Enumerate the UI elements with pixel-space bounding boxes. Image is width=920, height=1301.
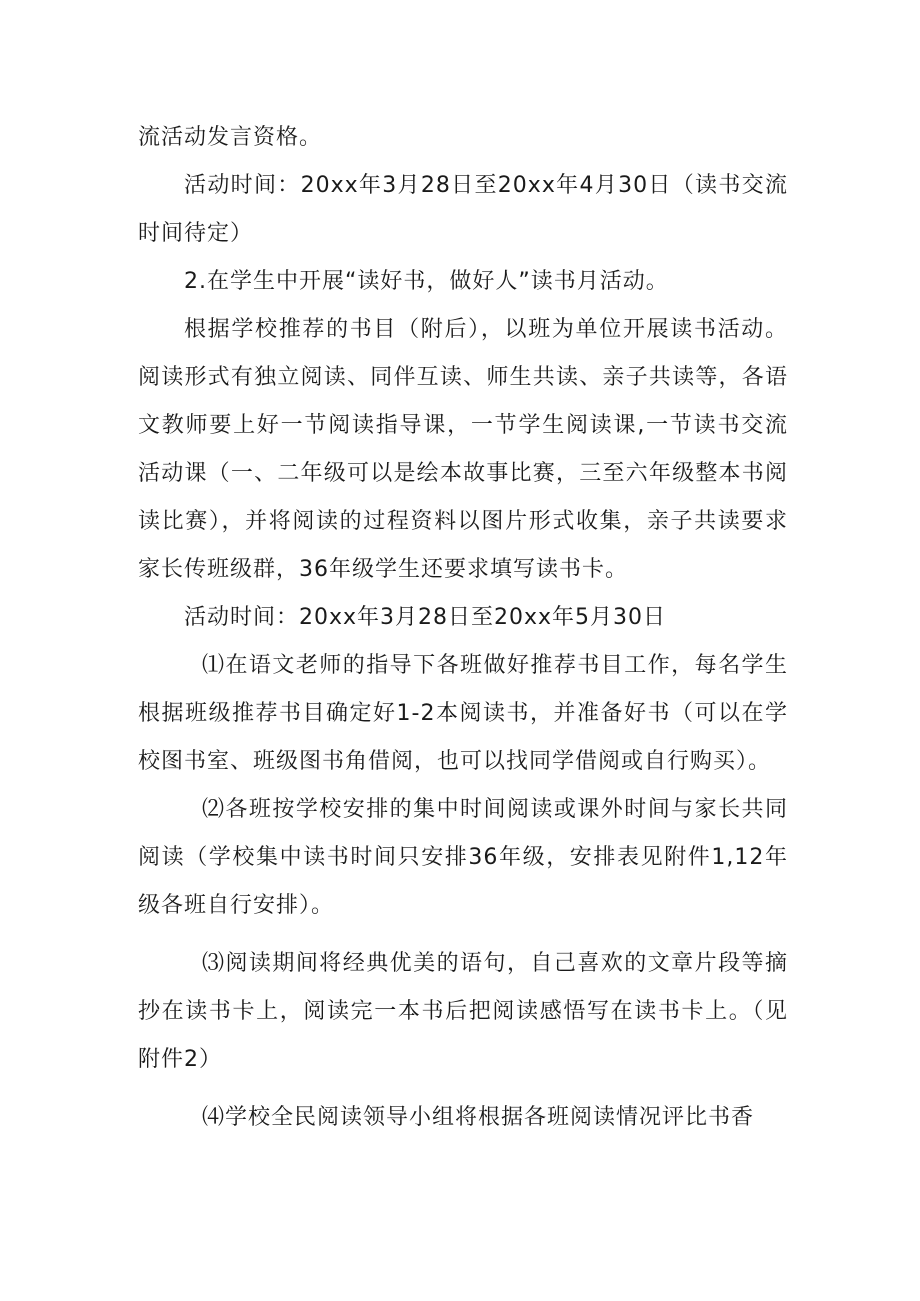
paragraph-continuation: 流活动发言资格。	[138, 125, 323, 150]
document-body	[138, 114, 788, 1142]
paragraph-activity-time-2: 活动时间：20xx年3月28日至20xx年5月30日	[184, 605, 667, 630]
paragraph-activity-time-1: 活动时间：20xx年3月28日至20xx年4月30日（读书交流时间待定）	[138, 173, 788, 246]
paragraph-item-1: ⑴在语文老师的指导下各班做好推荐书目工作，每名学生根据班级推荐书目确定好1-2本阅读书，并准备好书（可以在学校图书室、班级图书角借阅，也可以找同学借阅或自行购买）。	[138, 653, 788, 774]
paragraph-item-2: ⑵各班按学校安排的集中时间阅读或课外时间与家长共同阅读（学校集中读书时间只安排36年级，安排表见附件1,12年级各班自行安排）。	[138, 797, 788, 918]
paragraph-item-4: ⑷学校全民阅读领导小组将根据各班阅读情况评比书香	[202, 1105, 755, 1130]
paragraph-heading-reading-month: 2.在学生中开展“读好书，做好人”读书月活动。	[184, 269, 669, 294]
paragraph-reading-activities: 根据学校推荐的书目（附后），以班为单位开展读书活动。阅读形式有独立阅读、同伴互读、师生共读、亲子共读等，各语文教师要上好一节阅读指导课，一节学生阅读课,一节读书交流活动课（一、二年级可以是绘本故事比赛，三至六年级整本书阅读比赛），并将阅读的过程资料以图片形式收集，亲子共读要求家长传班级群，36年级学生还要求填写读书卡。	[138, 317, 788, 582]
paragraph-item-3: ⑶阅读期间将经典优美的语句，自己喜欢的文章片段等摘抄在读书卡上，阅读完一本书后把阅读感悟写在读书卡上。（见附件2）	[138, 951, 788, 1072]
